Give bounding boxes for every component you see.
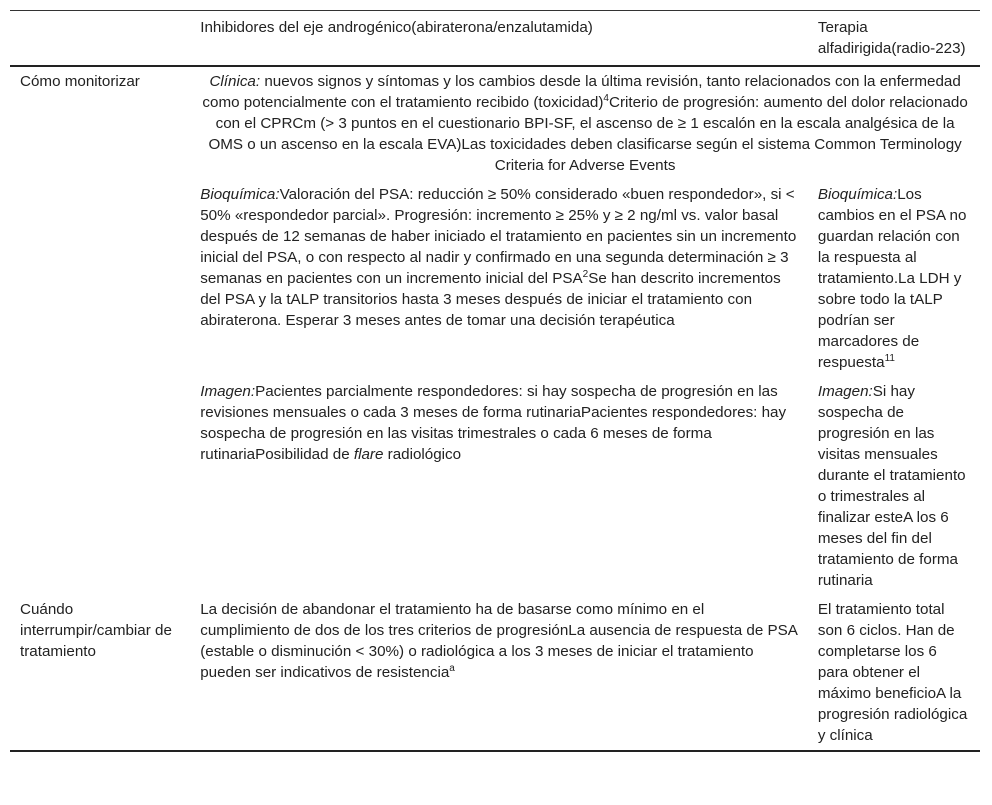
- cell-bioquimica-ra: [808, 180, 980, 377]
- header-row: [10, 11, 980, 67]
- imagen-text-2: radiológico: [383, 446, 462, 463]
- cell-bioquimica-aa: [190, 180, 808, 377]
- clinica-text: nuevos signos y síntomas y los cambios desde la última revisión, tanto relacionados con la enfermedad como potencialmente con el tratamiento recibido (toxicidad): [202, 73, 961, 111]
- clinica-label: Clínica:: [209, 73, 261, 90]
- row-label-monitor: Cómo monitorizar: [20, 73, 140, 90]
- interrupt-aa-ref: a: [449, 662, 455, 674]
- imagen-text: Pacientes parcialmente respondedores: si hay sospecha de progresión en las revisiones mensuales o cada 3 meses de forma rutinariaPacientes respondedores: hay sospecha de progresión en las visitas trimestrales o cada 6 meses de forma rutinariaPosibilidad de: [200, 383, 787, 463]
- cell-imagen-aa: [190, 377, 808, 595]
- bioquimica-ra-ref: 11: [884, 352, 895, 364]
- bioquimica-text: Valoración del PSA: reducción ≥ 50% considerado «buen respondedor», si < 50% «respondedor parcial». Progresión: incremento ≥ 25% y ≥ 2 ng/ml vs. valor basal después de 12 semanas de haber iniciado el tratamiento en pacientes sin un incremento inicial del PSA, o con respecto al nadir y confirmado en una segunda determinación ≥ 3 semanas en pacientes con un incremento inicial del PSA: [200, 186, 797, 287]
- interrupt-aa-text: La decisión de abandonar el tratamiento ha de basarse como mínimo en el cumplimiento de dos de los tres criterios de progresiónLa ausencia de respuesta de PSA (estable o disminución < 30%) o radiológica a los 3 meses de iniciar el tratamiento pueden ser indicativos de resistencia: [200, 601, 798, 681]
- clinica-ref: 4: [603, 92, 609, 104]
- imagen-ra-text: Si hay sospecha de progresión en las visitas mensuales durante el tratamiento o trimestrales al finalizar esteA los 6 meses del fin del tratamiento de forma rutinaria: [817, 383, 966, 589]
- clinica-text-2: Criterio de progresión: aumento del dolor relacionado con el CPRCm (> 3 puntos en el cuestionario BPI-SF, el ascenso de ≥ 1 escalón en la escala analgésica de la OMS o un ascenso en la escala EVA)Las toxicidades deben clasificarse según el sistema Common Terminology Criteria for Adverse Events: [208, 94, 968, 174]
- table-row-interrupt: [10, 595, 980, 751]
- table-row-clinica: [10, 66, 980, 180]
- header-androgen-inhibitors: Inhibidores del eje androgénico(abiraterona/enzalutamida): [200, 19, 593, 36]
- monitoring-table: [10, 10, 980, 752]
- cell-interrupt-ra: [808, 595, 980, 751]
- imagen-label: Imagen:: [200, 383, 256, 400]
- interrupt-ra-text: El tratamiento total son 6 ciclos. Han de completarse los 6 para obtener el máximo beneficioA la progresión radiológica y clínica: [817, 601, 968, 744]
- cell-interrupt-aa: [190, 595, 808, 751]
- bioquimica-label: Bioquímica:: [200, 186, 280, 203]
- row-label-interrupt: Cuándo interrumpir/cambiar de tratamiento: [20, 601, 172, 660]
- imagen-ra-label: Imagen:: [817, 383, 873, 400]
- bioquimica-ra-text: Los cambios en el PSA no guardan relación con la respuesta al tratamiento.La LDH y sobre todo la tALP podrían ser marcadores de respuesta: [817, 186, 967, 371]
- imagen-flare: flare: [353, 446, 384, 463]
- bioquimica-text-2: Se han descrito incrementos del PSA y la tALP transitorios hasta 3 meses después de iniciar el tratamiento con abiraterona. Esperar 3 meses antes de tomar una decisión terapéutica: [200, 270, 781, 329]
- cell-clinica: [190, 66, 980, 180]
- cell-imagen-ra: [808, 377, 980, 595]
- bioquimica-ra-label: Bioquímica:: [817, 186, 898, 203]
- bioquimica-ref: 2: [582, 268, 589, 280]
- header-radium-223: Terapia alfadirigida(radio-223): [817, 19, 966, 57]
- header-empty: [10, 11, 190, 67]
